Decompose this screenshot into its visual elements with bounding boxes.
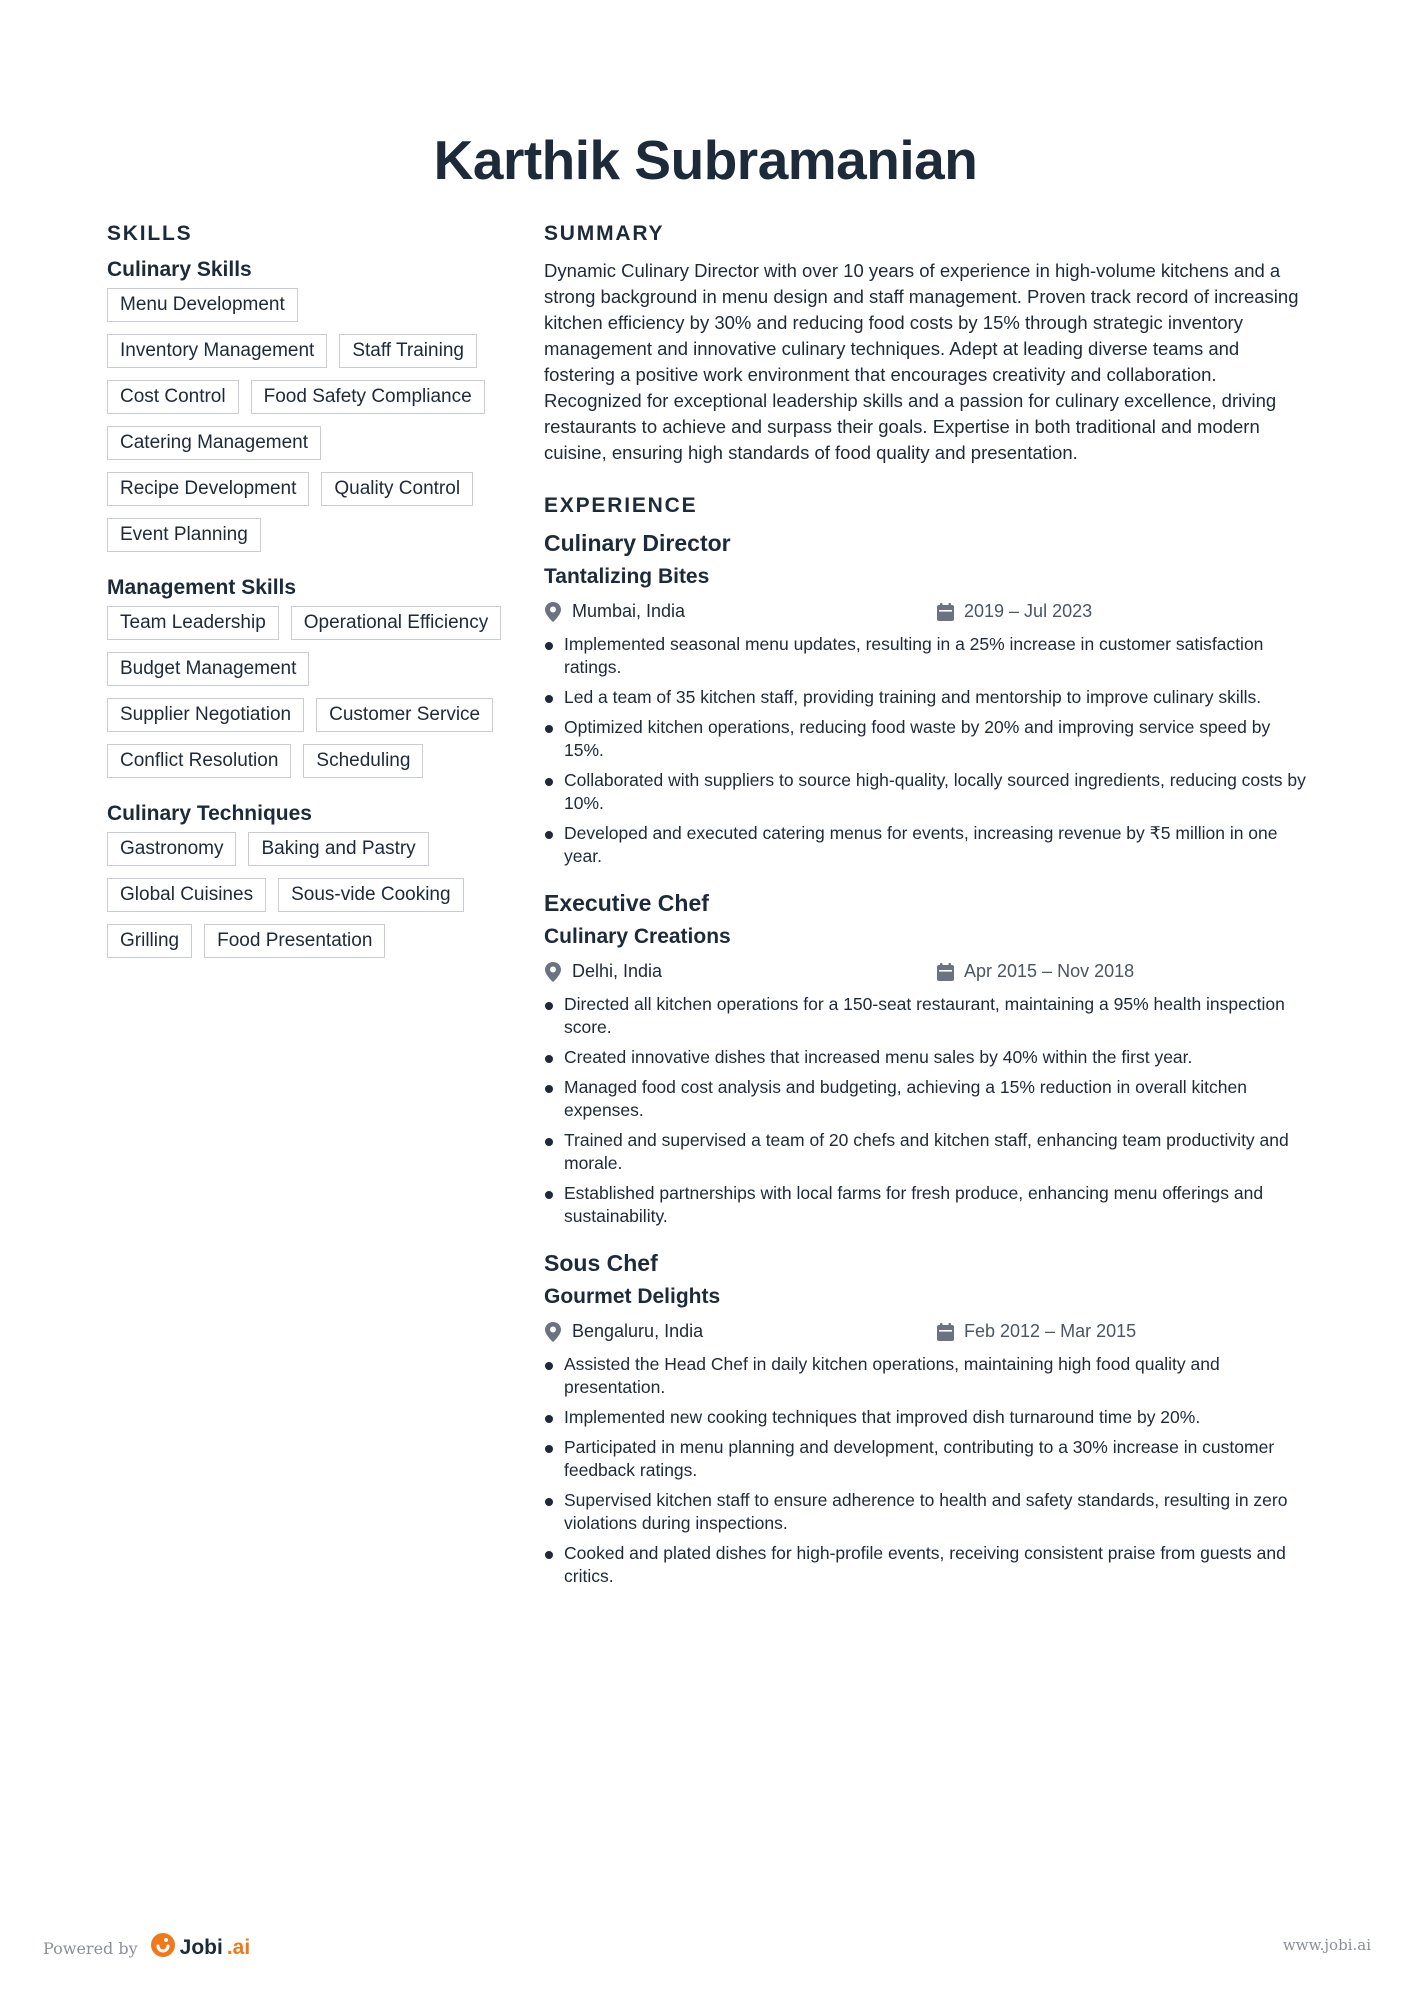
candidate-name: Karthik Subramanian xyxy=(433,129,978,191)
skill-tags-management-skills xyxy=(107,606,502,778)
job-location xyxy=(544,1321,703,1342)
skill-tag: Budget Management xyxy=(107,652,309,686)
powered-by xyxy=(43,1932,250,1964)
company-name: Culinary Creations xyxy=(544,925,731,948)
location-text: Mumbai, India xyxy=(572,601,686,621)
job-entry xyxy=(544,890,1314,1228)
bullet-item: Implemented seasonal menu updates, resulting in a 25% increase in customer satisfaction ratings. xyxy=(544,633,1314,679)
map-pin-icon xyxy=(544,602,562,622)
skill-tag: Customer Service xyxy=(316,698,493,732)
skill-tag: Recipe Development xyxy=(107,472,309,506)
bullet-item: Supervised kitchen staff to ensure adherence to health and safety standards, resulting in zero violations during inspections. xyxy=(544,1489,1314,1535)
job-bullets xyxy=(544,1353,1314,1588)
calendar-icon xyxy=(936,602,954,622)
skill-tag: Grilling xyxy=(107,924,192,958)
skill-tag: Food Safety Compliance xyxy=(251,380,485,414)
job-title: Sous Chef xyxy=(544,1250,658,1276)
bullet-item: Managed food cost analysis and budgeting, achieving a 15% reduction in overall kitchen expenses. xyxy=(544,1076,1314,1122)
skills-column xyxy=(107,222,502,982)
location-text: Delhi, India xyxy=(572,961,663,981)
bullet-item: Cooked and plated dishes for high-profile events, receiving consistent praise from guests and critics. xyxy=(544,1542,1314,1588)
skill-tag: Inventory Management xyxy=(107,334,327,368)
skill-tag: Baking and Pastry xyxy=(248,832,428,866)
powered-by-label: Powered by xyxy=(43,1938,138,1958)
job-meta xyxy=(544,961,1314,987)
job-entry xyxy=(544,1250,1314,1588)
bullet-item: Directed all kitchen operations for a 150-seat restaurant, maintaining a 95% health inspection score. xyxy=(544,993,1314,1039)
experience-list xyxy=(544,530,1314,1588)
job-bullets xyxy=(544,993,1314,1228)
skill-tag: Conflict Resolution xyxy=(107,744,291,778)
job-location xyxy=(544,601,685,622)
job-entry xyxy=(544,530,1314,868)
company-name: Tantalizing Bites xyxy=(544,565,710,588)
bullet-item: Participated in menu planning and development, contributing to a 30% increase in customer feedback ratings. xyxy=(544,1436,1314,1482)
main-column xyxy=(544,222,1314,1610)
bullet-item: Trained and supervised a team of 20 chefs and kitchen staff, enhancing team productivity and morale. xyxy=(544,1129,1314,1175)
skill-group-title: Culinary Techniques xyxy=(107,802,312,825)
bullet-item: Led a team of 35 kitchen staff, providing training and mentorship to improve culinary skills. xyxy=(544,686,1314,709)
job-bullets xyxy=(544,633,1314,868)
job-title: Culinary Director xyxy=(544,530,731,556)
dates-text: Apr 2015 – Nov 2018 xyxy=(964,961,1135,981)
skill-tag: Operational Efficiency xyxy=(291,606,501,640)
skill-groups xyxy=(107,258,502,958)
company-name: Gourmet Delights xyxy=(544,1285,721,1308)
jobi-logo-icon xyxy=(150,1932,176,1964)
map-pin-icon xyxy=(544,1322,562,1342)
skill-tag: Event Planning xyxy=(107,518,261,552)
brand-name: Jobi xyxy=(179,1936,223,1959)
skill-tags-culinary-skills xyxy=(107,288,502,552)
job-meta xyxy=(544,601,1314,627)
skill-tag: Staff Training xyxy=(339,334,477,368)
dates-text: Feb 2012 – Mar 2015 xyxy=(964,1321,1137,1341)
brand-logo xyxy=(150,1932,251,1964)
skill-tag: Sous-vide Cooking xyxy=(278,878,463,912)
skills-heading: SKILLS xyxy=(107,222,193,245)
summary-text: Dynamic Culinary Director with over 10 years of experience in high-volume kitchens and a strong background in menu design and staff management. Proven track record of increasing kitchen efficiency by 30% and reducing food costs by 15% through strategic inventory management and innovative culinary techniques. Adept at leading diverse teams and fostering a positive work environment that encourages creativity and collaboration. Recognized for exceptional leadership skills and a passion for culinary excellence, driving restaurants to achieve and surpass their goals. Expertise in both traditional and modern cuisine, ensuring high standards of food quality and presentation. xyxy=(544,260,1299,463)
bullet-item: Established partnerships with local farms for fresh produce, enhancing menu offerings and sustainability. xyxy=(544,1182,1314,1228)
skill-tag: Cost Control xyxy=(107,380,239,414)
summary-heading: SUMMARY xyxy=(544,222,665,245)
skill-tag: Gastronomy xyxy=(107,832,236,866)
bullet-item: Assisted the Head Chef in daily kitchen operations, maintaining high food quality and presentation. xyxy=(544,1353,1314,1399)
skill-group-title: Management Skills xyxy=(107,576,297,599)
bullet-item: Collaborated with suppliers to source high-quality, locally sourced ingredients, reducing costs by 10%. xyxy=(544,769,1314,815)
brand-suffix: .ai xyxy=(226,1936,251,1959)
calendar-icon xyxy=(936,962,954,982)
skill-tag: Menu Development xyxy=(107,288,298,322)
job-dates xyxy=(936,1321,1136,1342)
experience-heading: EXPERIENCE xyxy=(544,494,698,517)
website-link[interactable]: www.jobi.ai xyxy=(1282,1936,1371,1954)
bullet-item: Developed and executed catering menus for events, increasing revenue by ₹5 million in one year. xyxy=(544,822,1314,868)
job-title: Executive Chef xyxy=(544,890,709,916)
skill-tags-culinary-techniques xyxy=(107,832,502,958)
skill-tag: Supplier Negotiation xyxy=(107,698,304,732)
job-location xyxy=(544,961,662,982)
job-dates xyxy=(936,961,1134,982)
bullet-item: Implemented new cooking techniques that improved dish turnaround time by 20%. xyxy=(544,1406,1314,1429)
job-dates xyxy=(936,601,1092,622)
skill-tag: Scheduling xyxy=(303,744,423,778)
map-pin-icon xyxy=(544,962,562,982)
skill-tag: Quality Control xyxy=(321,472,473,506)
dates-text: 2019 – Jul 2023 xyxy=(964,601,1093,621)
bullet-item: Created innovative dishes that increased menu sales by 40% within the first year. xyxy=(544,1046,1314,1069)
skill-group-title: Culinary Skills xyxy=(107,258,252,281)
skill-tag: Catering Management xyxy=(107,426,321,460)
skill-tag: Food Presentation xyxy=(204,924,385,958)
job-meta xyxy=(544,1321,1314,1347)
calendar-icon xyxy=(936,1322,954,1342)
skill-tag: Team Leadership xyxy=(107,606,279,640)
location-text: Bengaluru, India xyxy=(572,1321,704,1341)
bullet-item: Optimized kitchen operations, reducing food waste by 20% and improving service speed by 15%. xyxy=(544,716,1314,762)
skill-tag: Global Cuisines xyxy=(107,878,266,912)
